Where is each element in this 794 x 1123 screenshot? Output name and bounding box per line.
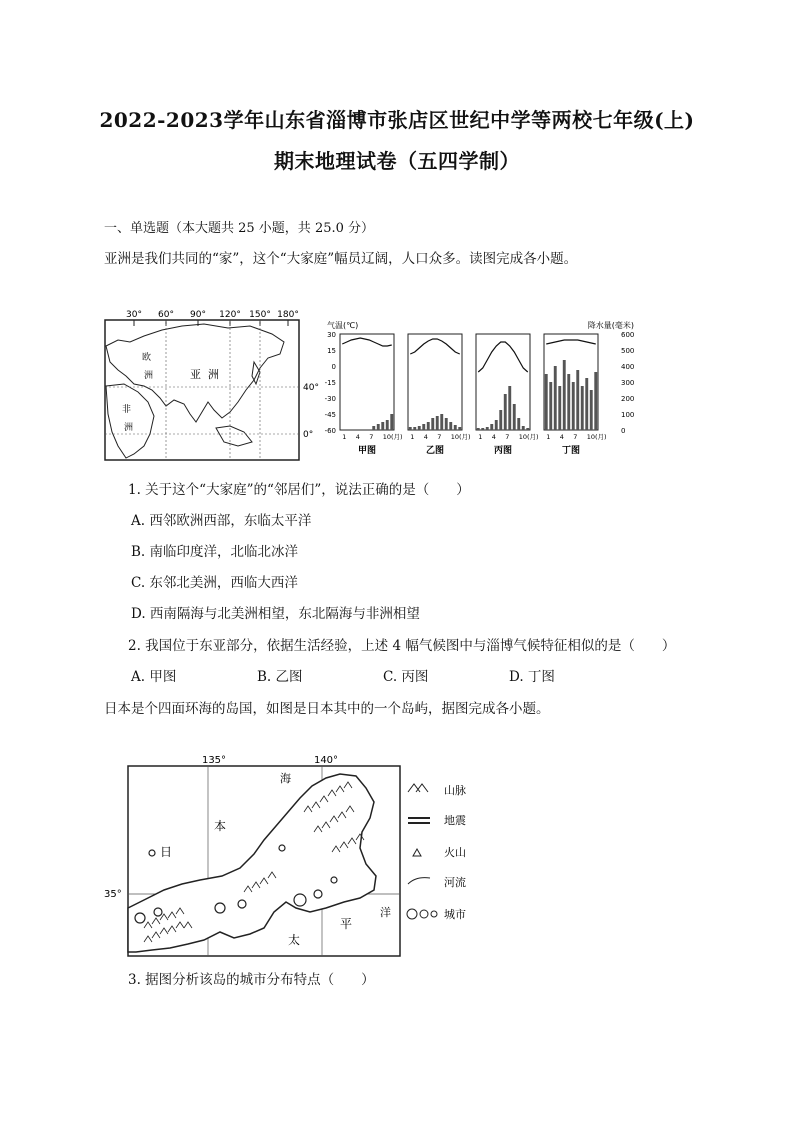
- x-tick-label: 4: [559, 433, 564, 441]
- precip-tick-label: 100: [621, 411, 635, 419]
- precip-bar: [495, 420, 498, 430]
- precip-bar: [526, 428, 529, 430]
- temp-tick-label: -45: [324, 411, 336, 419]
- precip-bar: [508, 386, 511, 430]
- precip-bar: [449, 422, 452, 430]
- temp-axis: [325, 331, 336, 435]
- precip-tick-label: 600: [621, 331, 635, 339]
- legend-label: 火山: [444, 846, 466, 859]
- precip-bar: [499, 410, 502, 430]
- x-tick-label: 1: [342, 433, 347, 441]
- precip-bar: [413, 427, 416, 430]
- panel-frame: [476, 334, 530, 430]
- climate-panel: [476, 334, 539, 456]
- x-tick-label: 4: [491, 433, 496, 441]
- climate-panel: [544, 334, 607, 456]
- x-tick-label: 1: [410, 433, 415, 441]
- precip-bar: [458, 427, 461, 430]
- q2-option-a[interactable]: A. 甲图: [131, 669, 177, 685]
- lat-label: 40°: [303, 383, 319, 393]
- region-label: 洲: [144, 371, 154, 381]
- precip-bar: [572, 382, 575, 430]
- precip-bar: [545, 374, 548, 430]
- legend-label: 地震: [444, 814, 466, 827]
- precip-bar: [590, 390, 593, 430]
- precip-bar: [477, 428, 480, 430]
- temp-tick-label: -15: [324, 379, 336, 387]
- x-tick-label: 10(月): [382, 433, 403, 441]
- precip-bar: [563, 360, 566, 430]
- panel-title: 丁图: [561, 446, 581, 456]
- precip-bar: [490, 424, 493, 430]
- asia-map: [105, 310, 319, 460]
- q1-option-c[interactable]: C. 东邻北美洲，西临大西洋: [131, 575, 298, 591]
- q1-option-d[interactable]: D. 西南隔海与北美洲相望，东北隔海与非洲相望: [131, 606, 420, 622]
- x-tick-label: 1: [478, 433, 483, 441]
- precip-bar: [567, 374, 570, 430]
- temp-tick-label: 30: [327, 331, 336, 339]
- precip-bar: [585, 378, 588, 430]
- lon-label: 120°: [219, 310, 241, 320]
- precip-bar: [522, 426, 525, 430]
- precip-tick-label: 300: [621, 379, 635, 387]
- mountain-legend-icon: [408, 784, 428, 792]
- asia-figure: [104, 306, 644, 466]
- climate-panel: [408, 334, 471, 456]
- precip-bar: [554, 366, 557, 430]
- precip-bar: [427, 422, 430, 430]
- x-tick-label: 7: [437, 433, 442, 441]
- precip-axis-title: 降水量(毫米): [587, 321, 634, 330]
- lon-label: 180°: [277, 310, 299, 320]
- precip-bar: [517, 418, 520, 430]
- lon-label: 150°: [249, 310, 271, 320]
- map-legend: [407, 784, 466, 921]
- x-tick-label: 10(月): [586, 433, 607, 441]
- precip-bar: [436, 416, 439, 430]
- precip-bar: [445, 418, 448, 430]
- temp-axis-title: 气温(℃): [327, 321, 359, 330]
- climate-panel: [340, 334, 403, 456]
- river-legend-icon: [408, 878, 430, 884]
- q1-option-a[interactable]: A. 西邻欧洲西部，东临太平洋: [131, 513, 312, 529]
- climate-charts: [325, 320, 635, 456]
- precip-bar: [558, 386, 561, 430]
- legend-label: 河流: [444, 876, 466, 889]
- x-tick-label: 7: [505, 433, 510, 441]
- question-1-stem: 1. 关于这个“大家庭”的“邻居们”，说法正确的是（ ）: [128, 482, 470, 498]
- x-tick-label: 4: [355, 433, 360, 441]
- legend-label: 城市: [444, 908, 466, 921]
- x-tick-label: 7: [573, 433, 578, 441]
- japan-figure: [104, 752, 494, 962]
- precip-bar: [390, 414, 393, 430]
- temp-tick-label: -30: [324, 395, 336, 403]
- precip-bar: [454, 425, 457, 430]
- precip-bar: [372, 426, 375, 430]
- precip-bar: [513, 404, 516, 430]
- precip-bar: [504, 394, 507, 430]
- lon-label: 135°: [201, 755, 227, 766]
- panel-title: 乙图: [425, 446, 445, 456]
- map-label: 太: [288, 933, 301, 947]
- x-tick-label: 10(月): [450, 433, 471, 441]
- climate-panels: [340, 334, 607, 456]
- volcano-legend-icon: [413, 849, 421, 856]
- precip-bar: [481, 428, 484, 430]
- panel-title: 丙图: [493, 446, 513, 456]
- q2-option-c[interactable]: C. 丙图: [383, 669, 429, 685]
- intro-paragraph-1: 亚洲是我们共同的“家”，这个“大家庭”幅员辽阔，人口众多。读图完成各小题。: [104, 251, 578, 267]
- temp-tick-label: 15: [327, 347, 336, 355]
- region-label: 洲: [208, 368, 219, 381]
- city-legend-icon: [407, 909, 417, 919]
- temp-tick-label: -60: [324, 427, 336, 435]
- precip-tick-label: 0: [621, 427, 626, 435]
- lat-label: 0°: [303, 430, 314, 440]
- map-label: 海: [280, 772, 291, 785]
- region-label: 欧: [142, 353, 152, 363]
- precip-bar: [422, 424, 425, 430]
- question-3-stem: 3. 据图分析该岛的城市分布特点（ ）: [128, 972, 375, 988]
- precip-tick-label: 500: [621, 347, 635, 355]
- precip-tick-label: 400: [621, 363, 635, 371]
- lon-label: 90°: [190, 310, 206, 320]
- section-heading: 一、单选题（本大题共 25 小题，共 25.0 分）: [104, 221, 375, 236]
- x-tick-label: 10(月): [518, 433, 539, 441]
- region-label: 非: [122, 405, 132, 415]
- title-line-1: 2022-2023学年山东省淄博市张店区世纪中学等两校七年级(上): [99, 108, 695, 132]
- map-label: 平: [340, 917, 353, 931]
- precip-bar: [431, 418, 434, 430]
- q2-options: [131, 665, 635, 685]
- precip-bar: [409, 427, 412, 430]
- panel-frame: [408, 334, 462, 430]
- x-tick-label: 1: [546, 433, 551, 441]
- japan-figure-svg: [104, 752, 494, 962]
- panel-frame: [340, 334, 394, 430]
- precip-bar: [418, 426, 421, 430]
- precip-axis: [621, 331, 634, 435]
- precip-bar: [581, 386, 584, 430]
- x-tick-label: 7: [369, 433, 374, 441]
- precip-bar: [576, 370, 579, 430]
- precip-tick-label: 200: [621, 395, 635, 403]
- lon-label: 140°: [313, 755, 339, 766]
- q2-option-b[interactable]: B. 乙图: [257, 669, 303, 685]
- q2-option-d[interactable]: D. 丁图: [509, 669, 555, 685]
- temp-tick-label: 0: [331, 363, 336, 371]
- map-label: 洋: [380, 906, 391, 919]
- title-line-2: 期末地理试卷（五四学制）: [274, 149, 520, 173]
- q1-option-b[interactable]: B. 南临印度洋，北临北冰洋: [131, 544, 299, 560]
- legend-label: 山脉: [444, 784, 466, 797]
- precip-bar: [594, 372, 597, 430]
- x-tick-label: 4: [423, 433, 428, 441]
- lon-label: 30°: [126, 310, 142, 320]
- precip-bar: [377, 424, 380, 430]
- precip-bar: [440, 414, 443, 430]
- region-label: 洲: [124, 423, 134, 433]
- question-2-stem: 2. 我国位于东亚部分，依据生活经验，上述 4 幅气候图中与淄博气候特征相似的是（ ）: [128, 638, 676, 654]
- precip-bar: [549, 382, 552, 430]
- asia-figure-svg: [104, 306, 644, 466]
- precip-bar: [486, 427, 489, 430]
- region-label: 亚: [190, 368, 201, 381]
- precip-bar: [381, 422, 384, 430]
- map-label: 日: [160, 845, 173, 859]
- intro-paragraph-2: 日本是个四面环海的岛国，如图是日本其中的一个岛屿，据图完成各小题。: [104, 701, 550, 717]
- lat-label: 35°: [104, 889, 122, 900]
- panel-title: 甲图: [357, 446, 377, 456]
- precip-bar: [386, 420, 389, 430]
- map-label: 本: [214, 819, 227, 833]
- lon-label: 60°: [158, 310, 174, 320]
